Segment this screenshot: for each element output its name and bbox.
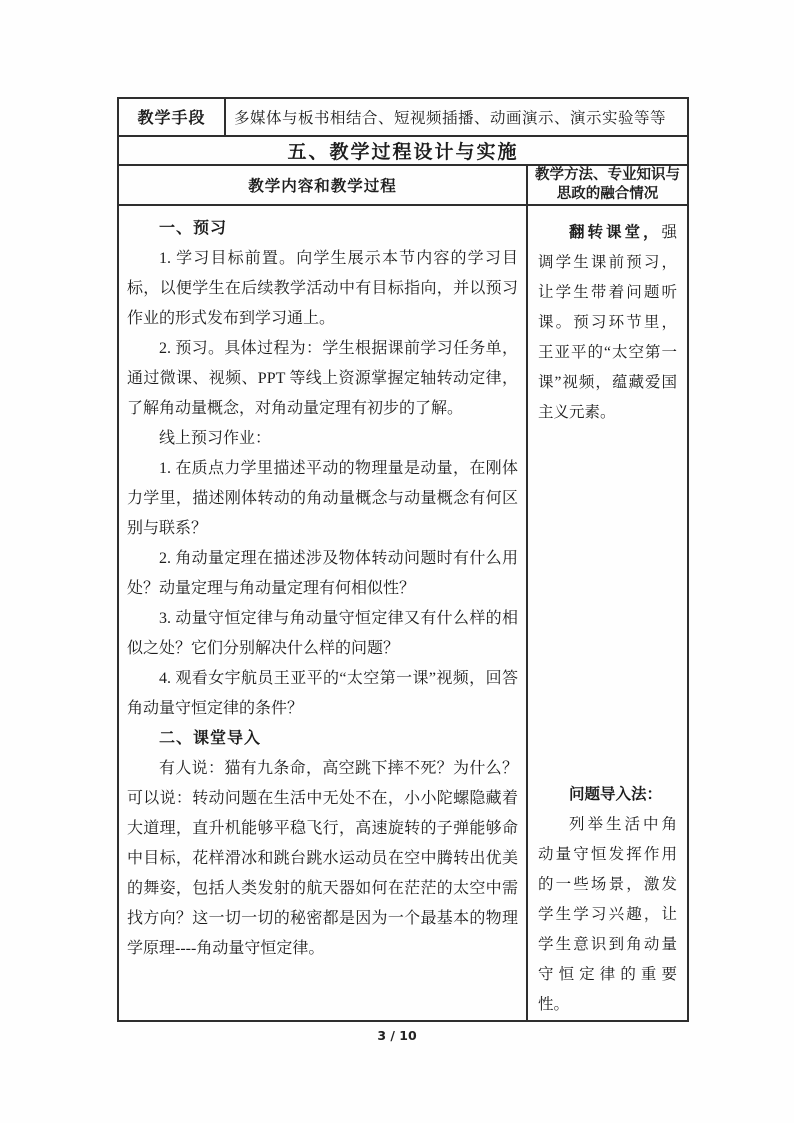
page-number: 3 / 10 — [377, 1028, 417, 1043]
paragraph-online-homework-label: 线上预习作业： — [159, 430, 272, 447]
teaching-content-cell — [119, 206, 526, 1020]
section-title: 五、教学过程设计与实施 — [287, 141, 519, 163]
question-intro-text: 列举生活中角动量守恒发挥作用的一些场景，激发学生学习兴趣，让学生意识到角动量守恒定律的重要性。 — [538, 816, 677, 1013]
teaching-methods-row — [119, 99, 687, 135]
paragraph-classroom-intro: 有人说：猫有九条命，高空跳下摔不死？为什么？可以说：转动问题在生活中无处不在，小小陀螺隐藏着大道理，直升机能够平稳飞行，高速旋转的子弹能够命中目标，花样滑冰和跳台跳水运动员在空中腾转出优美的舞姿，包括人类发射的航天器如何在茫茫的太空中需找方向？这一切一切的秘密都是因为一个最基本的物理学原理----角动量守恒定律。 — [127, 760, 518, 957]
section-title-row — [119, 135, 687, 164]
preview-section-heading: 一、预习 — [159, 220, 228, 237]
methods-ideology-cell — [526, 206, 687, 1020]
lesson-plan-table — [117, 97, 689, 1022]
flipped-classroom-term: 翻转课堂， — [569, 224, 662, 241]
flipped-classroom-text: 强调学生课前预习，让学生带着问题听课。预习环节里，王亚平的“太空第一课”视频，蕴藏爱国主义元素。 — [538, 224, 677, 421]
teaching-methods-label: 教学手段 — [137, 110, 206, 128]
right-column-header: 教学方法、专业知识与思政的融合情况 — [526, 166, 687, 204]
question-intro-heading: 问题导入法： — [569, 786, 663, 803]
question-1: 1. 在质点力学里描述平动的物理量是动量，在刚体力学里，描述刚体转动的角动量概念与动量概念有何区别与联系？ — [127, 460, 518, 537]
paragraph-preview-process: 2. 预习。具体过程为：学生根据课前学习任务单，通过微课、视频、PPT 等线上资源掌握定轴转动定律，了解角动量概念，对角动量定理有初步的了解。 — [127, 340, 518, 417]
teaching-methods-value: 多媒体与板书相结合、短视频插播、动画演示、演示实验等等 — [224, 99, 687, 135]
question-3: 3. 动量守恒定律与角动量守恒定律又有什么样的相似之处？它们分别解决什么样的问题？ — [127, 610, 518, 657]
question-2: 2. 角动量定理在描述涉及物体转动问题时有什么用处？动量定理与角动量定理有何相似性？ — [127, 550, 518, 597]
question-intro-block — [538, 780, 677, 1020]
question-4: 4. 观看女宇航员王亚平的“太空第一课”视频，回答角动量守恒定律的条件？ — [127, 670, 518, 717]
column-header-row — [119, 164, 687, 204]
table-body-row — [119, 204, 687, 1020]
flipped-classroom-note — [538, 218, 677, 428]
paragraph-learning-goals: 1. 学习目标前置。向学生展示本节内容的学习目标，以便学生在后续教学活动中有目标指向，并以预习作业的形式发布到学习通上。 — [127, 250, 518, 327]
classroom-intro-heading: 二、课堂导入 — [159, 730, 262, 747]
left-column-header: 教学内容和教学过程 — [248, 178, 397, 195]
